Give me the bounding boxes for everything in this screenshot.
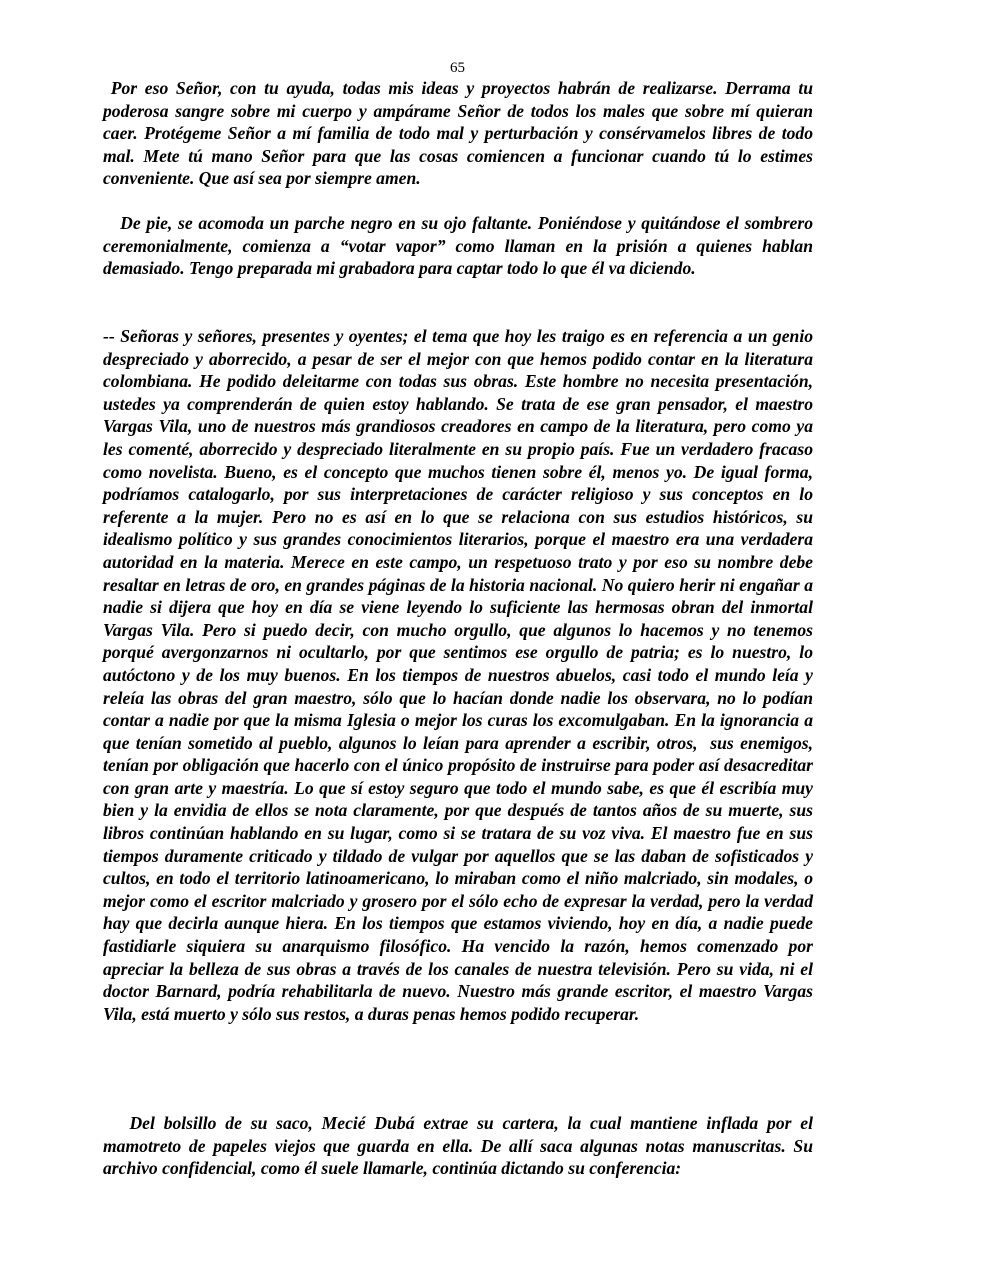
paragraph-prayer: Por eso Señor, con tu ayuda, todas mis ideas y proyectos habrán de realizarse. Derrama tu poderosa sangre sobre mi cuerpo y ampárame Señor de todos los males que sobre mí quieran caer. Protégeme Señor a mí familia de todo mal y perturbación y consérvamelos libres de todo mal. Mete tú mano Señor para que las cosas comiencen a funcionar cuando tú lo estimes conveniente. Que así sea por siempre amen. bbox=[103, 78, 818, 189]
paragraph-narration-wallet: Del bolsillo de su saco, Mecié Dubá extrae su cartera, la cual mantiene inflada por el mamotreto de papeles viejos que guarda en ella. De allí saca algunas notas manuscritas. Su archivo confidencial, como él suele llamarle, continúa dictando su conferencia: bbox=[103, 1113, 818, 1179]
paragraph-speech-vargas-vila: -- Señoras y señores, presentes y oyentes; el tema que hoy les traigo es en referencia a un genio despreciado y aborrecido, a pesar de ser el mejor con que hemos podido contar en la literatura colombiana. He podido deleitarme con todas sus obras. Este hombre no necesita presentación, ustedes ya comprenderán de quien estoy hablando. Se trata de ese gran pensador, el maestro Vargas Vila, uno de nuestros más grandiosos creadores en campo de la literatura, pero como ya les comenté, aborrecido y despreciado literalmente en su propio país. Fue un verdadero fracaso como novelista. Bueno, es el concepto que muchos tienen sobre él, menos yo. De igual forma, podríamos catalogarlo, por sus interpretaciones de carácter religioso y sus conceptos en lo referente a la mujer. Pero no es así en lo que se relaciona con sus estudios históricos, su idealismo político y sus grandes conocimientos literarios, porque el maestro era una verdadera autoridad en la materia. Merece en este campo, un respetuoso trato y por eso su nombre debe resaltar en letras de oro, en grandes páginas de la historia nacional. No quiero herir ni engañar a nadie si dijera que hoy en día se viene leyendo lo suficiente las hermosas obran del inmortal Vargas Vila. Pero si puedo decir, con mucho orgullo, que algunos lo hacemos y no tenemos porqué avergonzarnos ni ocultarlo, por que sentimos ese orgullo de patria; es lo nuestro, lo autóctono y de los muy buenos. En los tiempos de nuestros abuelos, casi todo el mundo leía y releía las obras del gran maestro, sólo que lo hacían donde nadie los observara, no lo podían contar a nadie por que la misma Iglesia o mejor los curas los excomulgaban. En la ignorancia a que tenían sometido al pueblo, algunos lo leían para aprender a escribir, otros, sus enemigos, tenían por obligación que hacerlo con el único propósito de instruirse para poder así desacreditar con gran arte y maestría. Lo que sí estoy seguro que todo el mundo sabe, es que él escribía muy bien y la envidia de ellos se nota claramente, por que después de tantos años de su muerte, sus libros continúan hablando en su lugar, como si se tratara de su voz viva. El maestro fue en sus tiempos duramente criticado y tildado de vulgar por aquellos que se las daban de sofisticados y cultos, en todo el territorio latinoamericano, lo miraban como el niño malcriado, sin modales, o mejor como el escritor malcriado y grosero por el sólo echo de expresar la verdad, pero la verdad hay que decirla aunque hiera. En los tiempos que estamos viviendo, hoy en día, a nadie puede fastidiarle siquiera su anarquismo filosófico. Ha vencido la razón, hemos comenzado por apreciar la belleza de sus obras a través de los canales de nuestra televisión. Pero su vida, ni el doctor Barnard, podría rehabilitarla de nuevo. Nuestro más grande escritor, el maestro Vargas Vila, está muerto y sólo sus restos, a duras penas hemos podido recuperar. bbox=[103, 326, 818, 1024]
page-number: 65 bbox=[450, 60, 465, 76]
paragraph-narration-eyepatch: De pie, se acomoda un parche negro en su ojo faltante. Poniéndose y quitándose el sombrero ceremonialmente, comienza a “votar vapor” como llaman en la prisión a quienes hablan demasiado. Tengo preparada mi grabadora para captar todo lo que él va diciendo. bbox=[103, 213, 818, 279]
